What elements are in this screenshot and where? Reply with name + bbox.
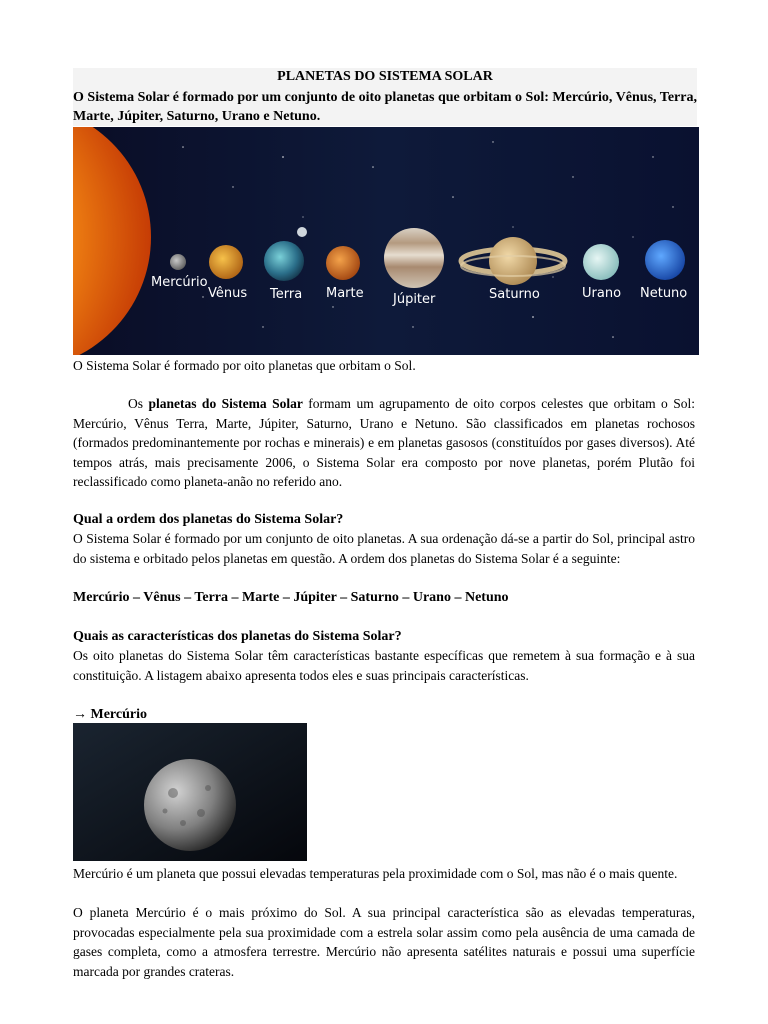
mars-planet-icon bbox=[326, 246, 360, 280]
label-venus: Vênus bbox=[208, 286, 248, 301]
label-marte: Marte bbox=[326, 286, 364, 301]
paragraph-1-rest: formam um agrupamento de oito corpos celestes que orbitam o Sol: Mercúrio, Vênus Terra, Marte, Júpiter, Saturno, Urano e Netuno. São classificados em planetas rochosos (formados predominantemente por rochas e minerais) e em planetas gasosos (constituídos por gases diversos). Até tempos atrás, mais precisamente 2006, o Sistema Solar era composto por nove planetas, porém Plutão foi reclassificado como planeta-anão no referido ano. bbox=[73, 396, 695, 489]
planet-order: Mercúrio – Vênus – Terra – Marte – Júpiter – Saturno – Urano – Netuno bbox=[73, 590, 509, 605]
mercury-illustration bbox=[73, 723, 307, 861]
mercury-planet-icon bbox=[170, 254, 186, 270]
paragraph-1 bbox=[73, 394, 695, 492]
moon-icon bbox=[297, 227, 307, 237]
mercury-caption: Mercúrio é um planeta que possui elevadas temperaturas pela proximidade com o Sol, mas não é o mais quente. bbox=[73, 866, 678, 881]
section-1-heading: Qual a ordem dos planetas do Sistema Solar? bbox=[73, 512, 344, 527]
jupiter-planet-icon bbox=[384, 228, 444, 288]
label-saturno: Saturno bbox=[489, 287, 540, 302]
label-mercurio: Mercúrio bbox=[151, 275, 208, 290]
mercury-planet-icon bbox=[144, 759, 236, 851]
uranus-planet-icon bbox=[583, 244, 619, 280]
intro-text: O Sistema Solar é formado por um conjunto de oito planetas que orbitam o Sol: Mercúrio, Vênus, Terra, Marte, Júpiter, Saturno, Urano e Netuno. bbox=[73, 90, 697, 124]
solar-system-illustration bbox=[73, 127, 699, 355]
mercury-heading: → Mercúrio bbox=[73, 707, 147, 722]
label-netuno: Netuno bbox=[640, 286, 688, 301]
earth-planet-icon bbox=[264, 241, 304, 281]
mercury-image bbox=[73, 723, 307, 861]
solar-system-image bbox=[73, 127, 699, 355]
section-1-text: O Sistema Solar é formado por um conjunto de oito planetas. A sua ordenação dá-se a partir do Sol, principal astro do sistema e orbitado pelos planetas em questão. A ordem dos planetas do Sistema Solar é a seguinte: bbox=[73, 531, 695, 566]
section-2-text: Os oito planetas do Sistema Solar têm características bastante específicas que remetem à sua formação e à sua constituição. A listagem abaixo apresenta todos eles e suas principais características. bbox=[73, 648, 695, 683]
label-jupiter: Júpiter bbox=[393, 292, 436, 307]
section-2-heading: Quais as características dos planetas do Sistema Solar? bbox=[73, 629, 402, 644]
paragraph-1-bold: planetas do Sistema Solar bbox=[148, 396, 303, 411]
mercury-text: O planeta Mercúrio é o mais próximo do Sol. A sua principal característica são as elevadas temperaturas, provocadas especialmente pela sua proximidade com a estrela solar assim como pela ausência de uma camada de gases completa, como a atmosfera terrestre. Mercúrio não apresenta satélites naturais e possui uma superfície marcada por grandes crateras. bbox=[73, 905, 695, 979]
paragraph-1-lead: Os bbox=[128, 396, 149, 411]
page-title: PLANETAS DO SISTEMA SOLAR bbox=[277, 69, 493, 84]
label-terra: Terra bbox=[270, 287, 303, 302]
neptune-planet-icon bbox=[645, 240, 685, 280]
label-urano: Urano bbox=[582, 286, 622, 301]
venus-planet-icon bbox=[209, 245, 243, 279]
hero-caption: O Sistema Solar é formado por oito planetas que orbitam o Sol. bbox=[73, 358, 416, 373]
